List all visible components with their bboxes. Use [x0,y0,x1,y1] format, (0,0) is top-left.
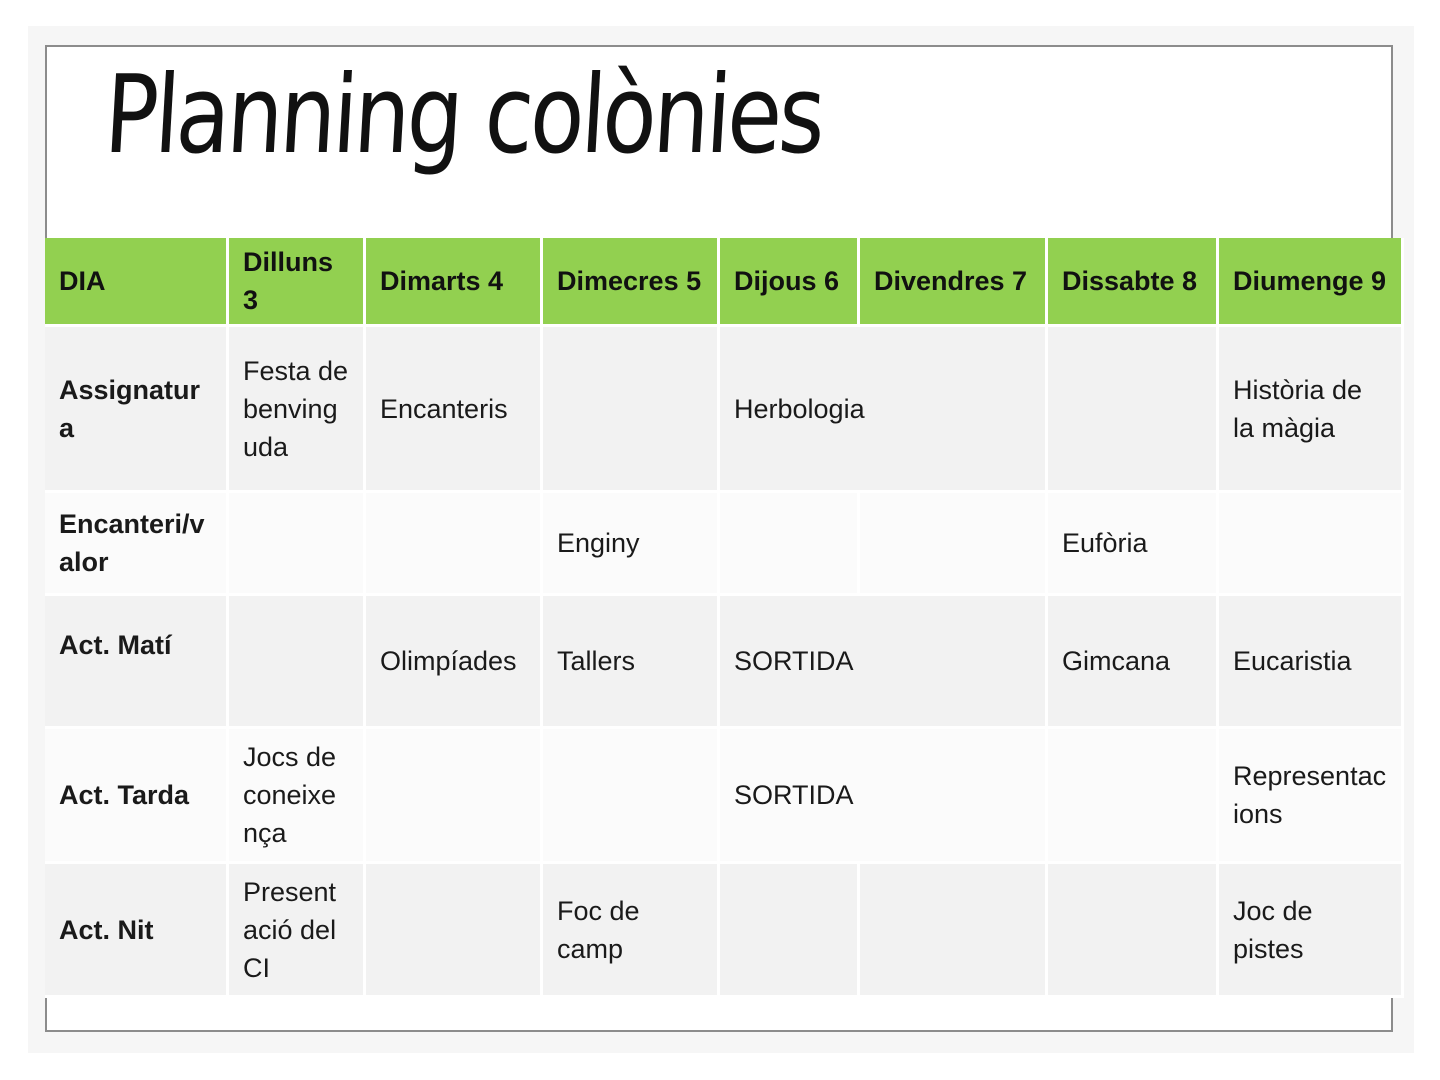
table-cell [543,729,720,864]
table-row [45,864,1404,998]
table-cell: Joc de pistes [1219,864,1404,998]
table-cell [229,493,366,596]
table-cell: Olimpíades [366,596,543,729]
table-row [45,327,1404,493]
table-cell [860,493,1048,596]
table-cell [1048,864,1219,998]
table-cell: Eucaristia [1219,596,1404,729]
row-label: Assignatura [45,327,229,493]
table-cell [366,864,543,998]
table-cell [720,493,860,596]
table-row [45,729,1404,864]
table-row [45,493,1404,596]
table-header-row [45,238,1404,327]
table-cell: Gimcana [1048,596,1219,729]
table-cell [543,327,720,493]
header-cell-dissabte: Dissabte 8 [1048,238,1219,327]
table-cell: Encanteris [366,327,543,493]
table-cell: Eufòria [1048,493,1219,596]
header-cell-dimecres: Dimecres 5 [543,238,720,327]
table-cell [1219,493,1404,596]
table-cell [366,493,543,596]
table-cell: Herbologia [720,327,1048,493]
header-cell-dia: DIA [45,238,229,327]
header-cell-diumenge: Diumenge 9 [1219,238,1404,327]
table-cell [229,596,366,729]
schedule-table [45,238,1404,998]
table-cell: Història de la màgia [1219,327,1404,493]
table-cell [366,729,543,864]
row-label: Act. Nit [45,864,229,998]
header-cell-dimarts: Dimarts 4 [366,238,543,327]
header-cell-dijous: Dijous 6 [720,238,860,327]
header-cell-divendres: Divendres 7 [860,238,1048,327]
table-cell [1048,327,1219,493]
header-cell-dilluns: Dilluns 3 [229,238,366,327]
table-cell: Enginy [543,493,720,596]
page-title: Planning colònies [101,53,826,178]
row-label: Act. Tarda [45,729,229,864]
row-label: Act. Matí [45,596,229,729]
table-cell: Foc de camp [543,864,720,998]
table-cell [720,864,860,998]
table-cell [860,864,1048,998]
row-label: Encanteri/valor [45,493,229,596]
table-cell: Festa de benvinguda [229,327,366,493]
table-cell: Representacions [1219,729,1404,864]
table-cell: Jocs de coneixença [229,729,366,864]
table-cell: SORTIDA [720,729,1048,864]
table-row [45,596,1404,729]
table-cell: SORTIDA [720,596,1048,729]
table-cell [1048,729,1219,864]
table-cell: Presentació del CI [229,864,366,998]
table-cell: Tallers [543,596,720,729]
